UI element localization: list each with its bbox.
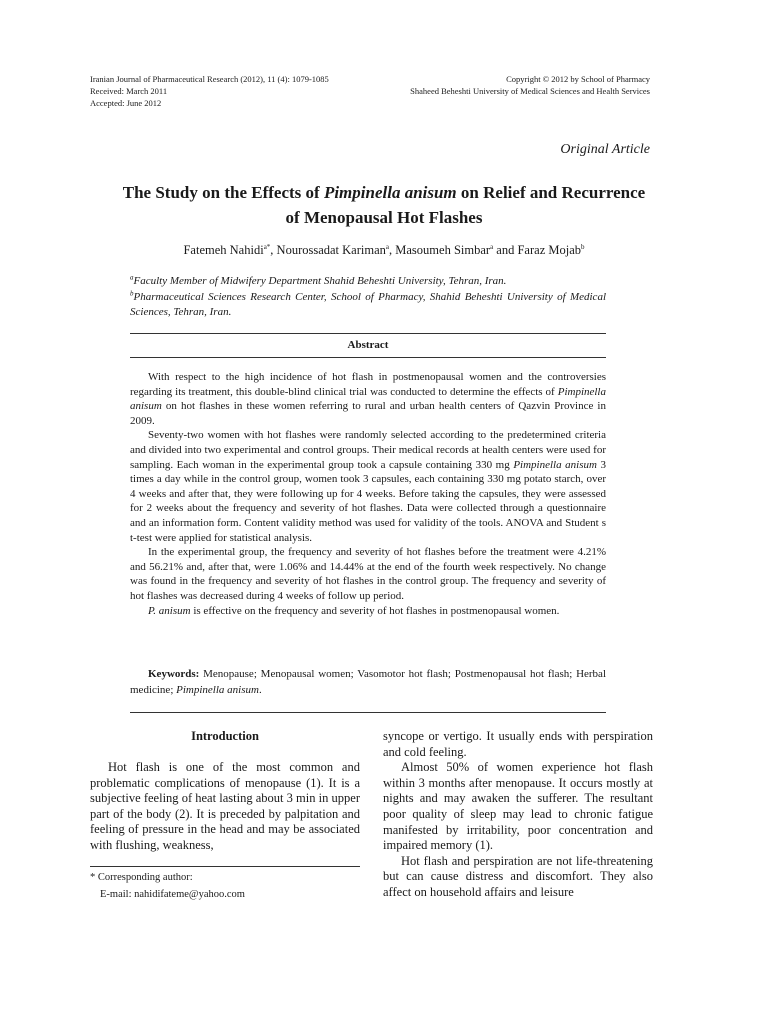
abstract-text: Seventy-two women with hot flashes were randomly selected according to the predetermined criteria and divided into two experimental and control groups. Their medical records at health centers were used for sampling. Each woman in the experimental group took a capsule containing 330 mg	[130, 429, 606, 471]
abstract-text: With respect to the high incidence of hot flash in postmenopausal women and the controversies regarding its treatment, this double-blind clinical trial was conducted to determine the effects of	[130, 371, 606, 398]
abstract-heading: Abstract	[347, 339, 389, 351]
author-sup: b	[581, 242, 585, 251]
keywords-end: .	[258, 683, 262, 696]
body-paragraph: Hot flash and perspiration are not life-threatening but can cause distress and discomfort. They also affect on household affairs and leisure	[383, 853, 653, 899]
keywords	[130, 667, 606, 698]
author-sep: ,	[389, 243, 396, 257]
author-name: Masoumeh Simbar	[395, 243, 491, 257]
affiliation-a	[130, 274, 606, 290]
title-part1: The Study on the Effects of	[122, 183, 324, 202]
abstract-paragraph	[130, 604, 606, 619]
author-sep: ,	[270, 243, 277, 257]
corresponding-author-label: * Corresponding author:	[90, 872, 193, 883]
keywords-label: Keywords:	[148, 668, 200, 680]
publisher-line: Shaheed Beheshti University of Medical Sciences and Health Services	[410, 86, 650, 96]
introduction-heading: Introduction	[191, 729, 259, 743]
left-column	[90, 760, 360, 854]
abstract-body	[130, 370, 606, 618]
abstract-heading-rule	[130, 357, 606, 358]
affiliation-b	[130, 290, 606, 321]
citation-line: Iranian Journal of Pharmaceutical Research (2012), 11 (4): 1079-1085	[90, 74, 329, 84]
title-part2: on Relief and Recurrence of Menopausal Hot Flashes	[285, 183, 646, 227]
abstract-italic: Pimpinella anisum	[513, 458, 597, 471]
affiliation-sup: b	[130, 288, 134, 297]
abstract-paragraph: In the experimental group, the frequency and severity of hot flashes before the treatment were 4.21% and 56.21% and, after that, were 1.06% and 14.44% at the end of the fourth week respectively. No change was found in the frequency and severity of hot flashes in the control group. The frequency and severity of hot flashes was decreased during 4 weeks of follow up period.	[130, 546, 606, 602]
abstract-italic: P. anisum	[148, 604, 191, 617]
journal-citation-header	[90, 73, 329, 109]
footnote	[90, 869, 360, 903]
abstract-paragraph	[130, 370, 606, 428]
abstract-top-rule	[130, 333, 606, 334]
abstract-text: on hot flashes in these women referring to rural and urban health centers of Qazvin Province in 2009.	[130, 400, 606, 427]
abstract-paragraph	[130, 428, 606, 545]
author-name: Faraz Mojab	[517, 243, 582, 257]
copyright-line: Copyright © 2012 by School of Pharmacy	[506, 74, 650, 84]
abstract-text: 3 times a day while in the control group, women took 3 capsules, each containing 330 mg potato starch, over 4 weeks and after that, they were following up for 4 weeks. Before taking the capsules, they were assessed for 2 weeks about the frequency and severity of hot flashes. Data were collected through a questionnaire and an information form. Content validity method was used for validity of the tools. ANOVA and Student s t-test were applied for statistical analysis.	[130, 458, 607, 544]
title-italic: Pimpinella anisum	[323, 183, 457, 202]
author-sep: and	[493, 243, 518, 257]
article-title	[118, 180, 650, 230]
affiliation-text: Pharmaceutical Sciences Research Center, School of Pharmacy, Shahid Beheshti University of Medical Sciences, Tehran, Iran.	[130, 290, 606, 318]
author-name: Fatemeh Nahidi	[183, 243, 264, 257]
footnote-rule	[90, 866, 360, 867]
keywords-text: Menopause; Menopausal women; Vasomotor hot flash; Postmenopausal hot flash; Herbal medicine;	[130, 668, 606, 696]
abstract-italic: Pimpinella anisum	[130, 385, 606, 413]
received-line: Received: March 2011	[90, 86, 168, 96]
accepted-line: Accepted: June 2012	[90, 98, 162, 108]
copyright-header	[410, 73, 650, 97]
corresponding-email[interactable]: E-mail: nahidifateme@yahoo.com	[100, 889, 245, 900]
affiliations	[130, 274, 606, 321]
body-paragraph: Almost 50% of women experience hot flash within 3 months after menopause. It occurs mostly at nights and may awaken the sufferer. The resultant poor quality of sleep may lead to chronic fatigue manifested by irritability, poor concentration and impaired memory (1).	[383, 760, 653, 853]
abstract-text: is effective on the frequency and severity of hot flashes in postmenopausal women.	[190, 604, 560, 617]
affiliation-sup: a	[130, 273, 134, 282]
keywords-italic: Pimpinella anisum	[176, 683, 259, 696]
author-sup: a	[385, 242, 390, 251]
affiliation-text: Faculty Member of Midwifery Department Shahid Beheshti University, Tehran, Iran.	[133, 275, 507, 287]
author-name: Nourossadat Kariman	[276, 243, 386, 257]
keywords-bottom-rule	[130, 712, 606, 713]
author-sup: a*	[263, 242, 271, 251]
author-list	[118, 243, 650, 258]
body-paragraph: Hot flash is one of the most common and problematic complications of menopause (1). It is a subjective feeling of heat lasting about 3 min in upper part of the body (2). It is preceded by palpitation and feeling of pressure in the head and may be associated with flushing, weakness,	[90, 760, 360, 852]
author-sup: a	[490, 242, 494, 251]
body-paragraph: syncope or vertigo. It usually ends with perspiration and cold feeling.	[383, 729, 653, 759]
right-column	[383, 729, 653, 901]
article-type: Original Article	[560, 142, 650, 157]
